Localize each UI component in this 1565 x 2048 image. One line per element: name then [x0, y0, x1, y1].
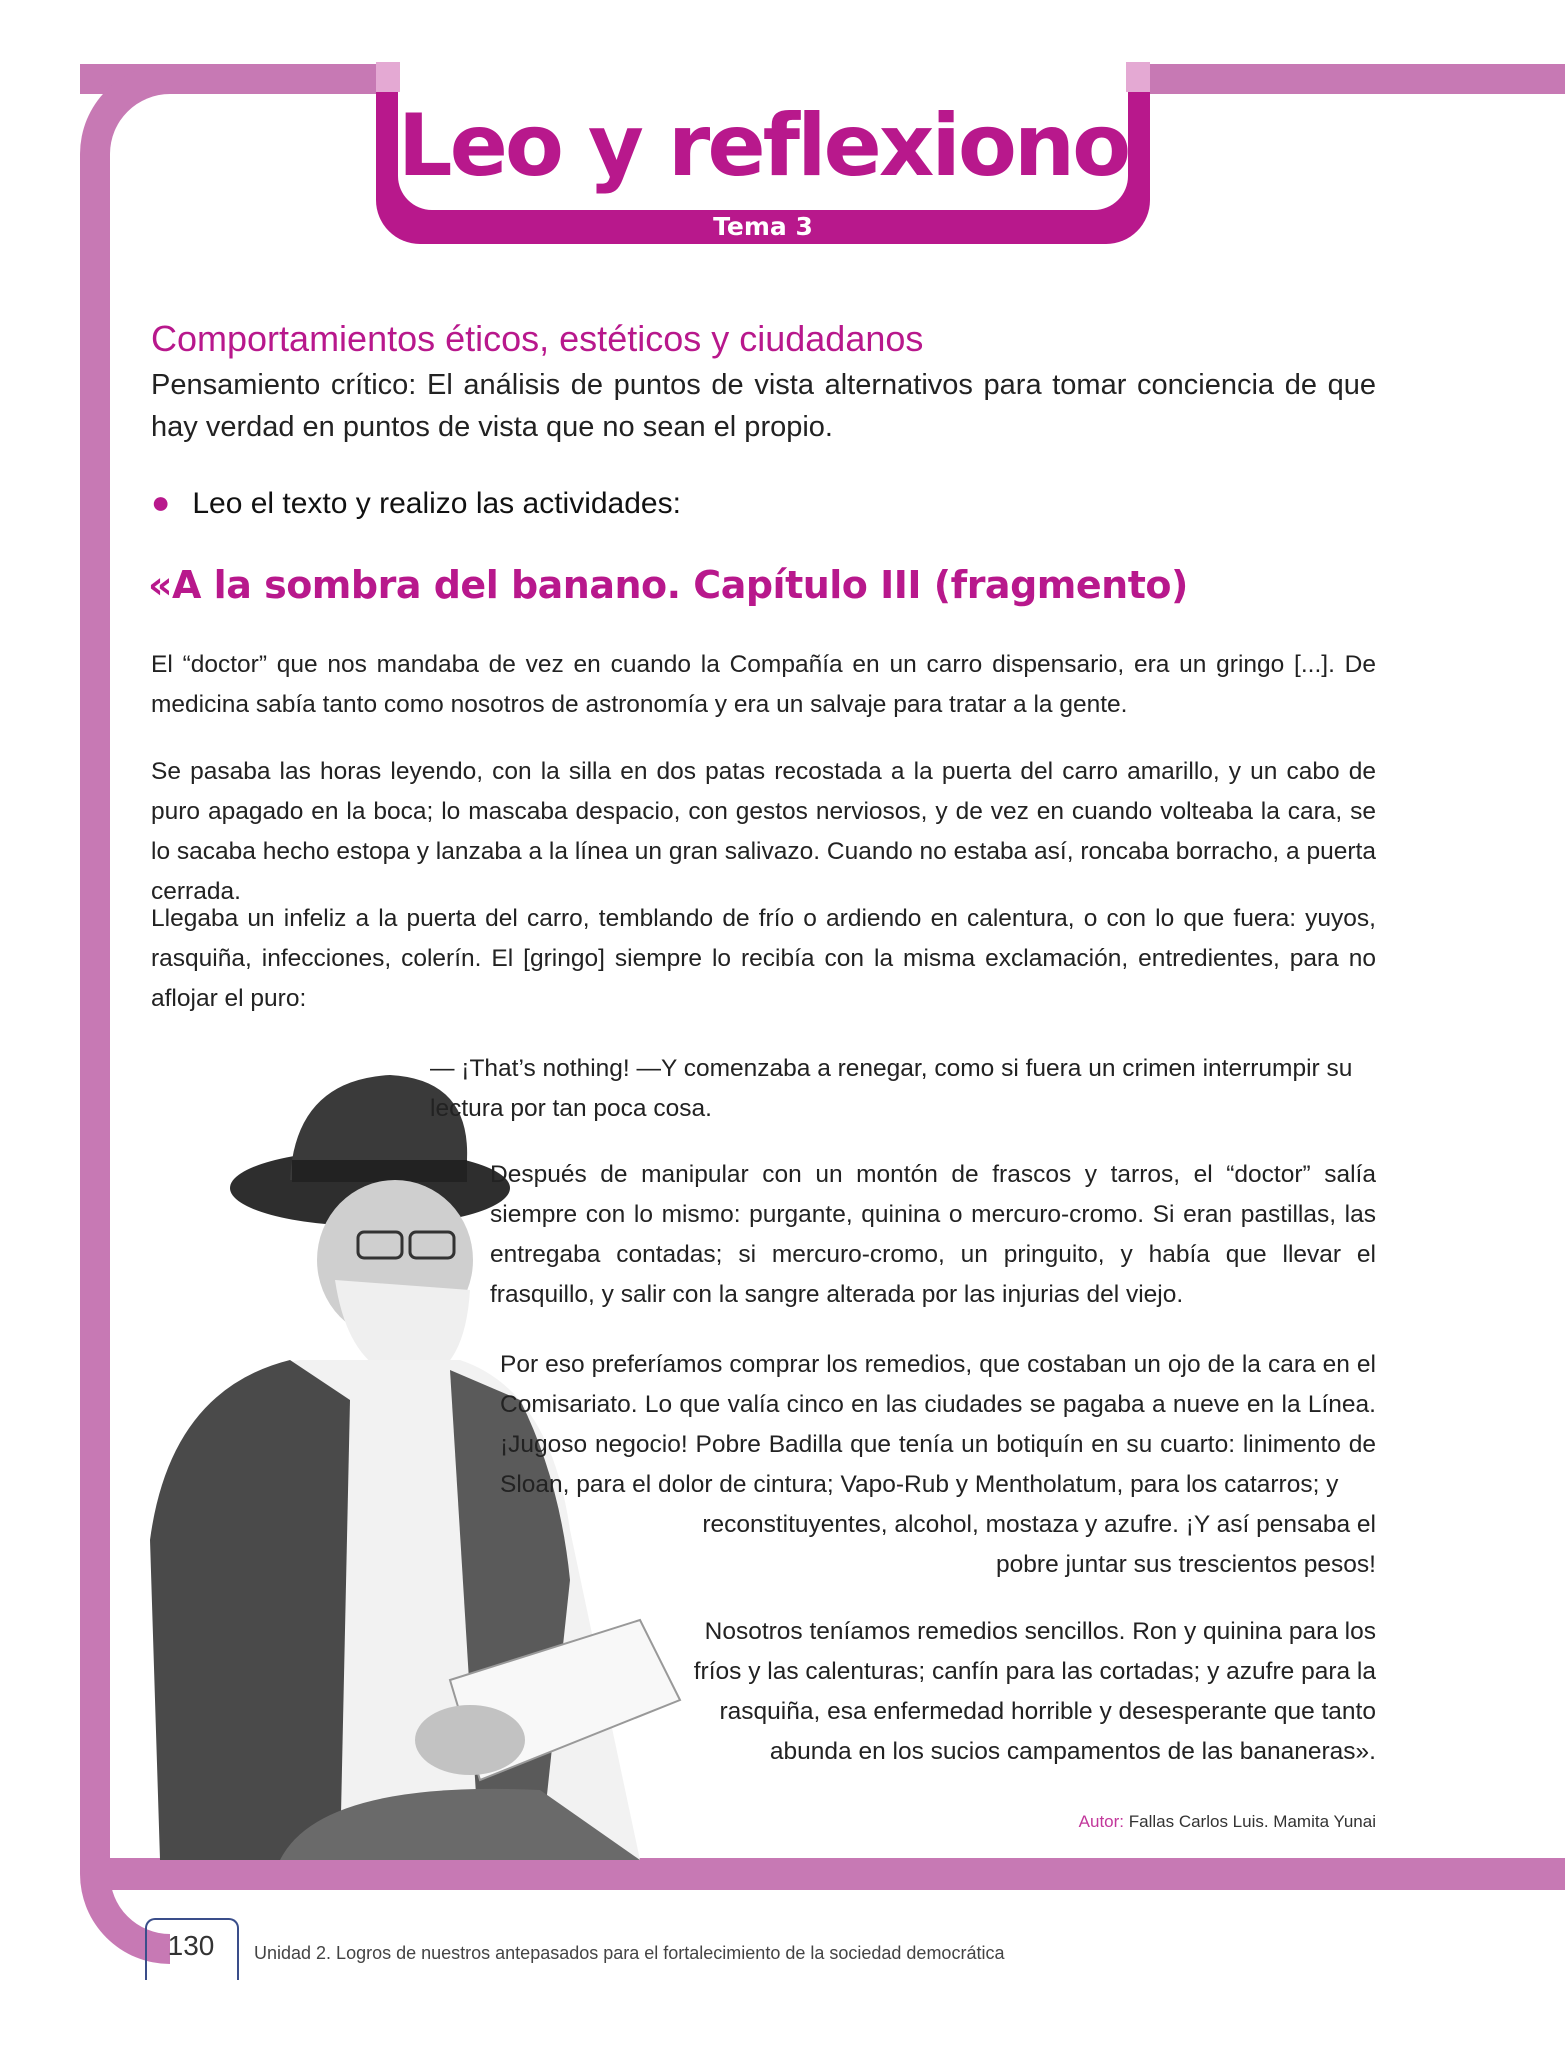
page-number: 130	[167, 1930, 215, 1961]
author-credit	[1079, 1812, 1376, 1832]
reading-paragraph-1: El “doctor” que nos mandaba de vez en cuando la Compañía en un carro dispensario, era un gringo [...]. De medicina sabía tanto como nosotros de astronomía y era un salvaje para tratar a la gente.	[151, 651, 1376, 718]
page-title: Leo y reflexiono	[397, 96, 1129, 196]
reading-paragraph-3: Llegaba un infeliz a la puerta del carro, temblando de frío o ardiendo en calentura, o con lo que fuera: yuyos, rasquiña, infecciones, colerín. El [gringo] siempre lo recibía con la misma exclamación, entredientes, para no aflojar el puro:	[151, 905, 1376, 1012]
reading-paragraph-5: Después de manipular con un montón de frascos y tarros, el “doctor” salía siempre con lo mismo: purgante, quinina o mercuro-cromo. Si eran pastillas, las entregaba contadas; si mercuro-cromo, un pringuito, y había que llevar el frasquillo, y salir con la sangre alterada por las injurias del viejo.	[490, 1161, 1376, 1308]
bullet-icon: ●	[151, 484, 171, 520]
critical-thinking-text: Pensamiento crítico: El análisis de puntos de vista alternativos para tomar conciencia de que hay verdad en puntos de vista que no sean el propio.	[151, 369, 1376, 443]
header-tab-corner-right	[1126, 62, 1150, 92]
author-label: Autor:	[1078, 1812, 1125, 1831]
section-heading: Comportamientos éticos, estéticos y ciudadanos	[151, 318, 924, 359]
reading-paragraph-7: Nosotros teníamos remedios sencillos. Ron y quinina para los fríos y las calenturas; canfín para las cortadas; y azufre para la rasquiña, esa enfermedad horrible y desesperante que tanto abunda en los sucios campamentos de las bananeras».	[693, 1618, 1376, 1765]
topic-label: Tema 3	[713, 212, 813, 241]
reading-paragraph-6-continued: reconstituyentes, alcohol, mostaza y azufre. ¡Y así pensaba el pobre juntar sus trescientos pesos!	[702, 1511, 1376, 1578]
reading-paragraph-4: — ¡That’s nothing! —Y comenzaba a renegar, como si fuera un crimen interrumpir su lectura por tan poca cosa.	[430, 1055, 1353, 1122]
author-name: Fallas Carlos Luis. Mamita Yunai	[1128, 1812, 1376, 1831]
page-frame-bottom	[80, 1858, 1565, 1890]
hand	[415, 1705, 525, 1775]
reading-title: «A la sombra del banano. Capítulo III (fragmento)	[148, 563, 1188, 607]
vest-left	[150, 1360, 350, 1860]
instruction-bullet	[151, 484, 681, 521]
header-tab-corner-left	[376, 62, 400, 92]
instruction-text: Leo el texto y realizo las actividades:	[192, 487, 681, 520]
footer-unit-text: Unidad 2. Logros de nuestros antepasados para el fortalecimiento de la sociedad democrática	[254, 1943, 1005, 1963]
reading-paragraph-2: Se pasaba las horas leyendo, con la silla en dos patas recostada a la puerta del carro amarillo, y un cabo de puro apagado en la boca; lo mascaba despacio, con gestos nerviosos, y de vez en cuando volteaba la cara, se lo sacaba hecho estopa y lanzaba a la línea un gran salivazo. Cuando no estaba así, roncaba borracho, a puerta cerrada.	[151, 758, 1376, 905]
hat-band	[292, 1160, 467, 1182]
reading-paragraph-6: Por eso preferíamos comprar los remedios, que costaban un ojo de la cara en el Comisariato. Lo que valía cinco en las ciudades se pagaba a nueve en la Línea. ¡Jugoso negocio! Pobre Badilla que tenía un botiquín en su cuarto: linimento de Sloan, para el dolor de cintura; Vapo-Rub y Mentholatum, para los catarros; y	[500, 1351, 1376, 1498]
